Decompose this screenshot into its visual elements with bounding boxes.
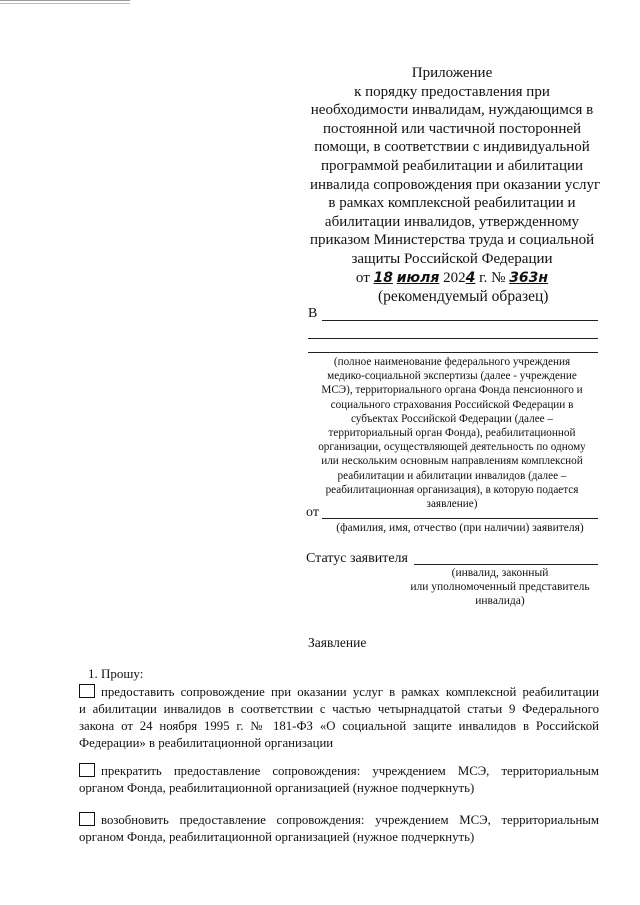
- to-prefix: В: [308, 306, 318, 321]
- hint-line: или нескольким основным направлениям комплексной: [321, 455, 583, 468]
- order-number-label: г. №: [479, 269, 506, 286]
- order-date-line: [310, 269, 594, 288]
- option-line: [79, 812, 599, 829]
- date-from-label: от: [355, 269, 370, 286]
- option-line: [79, 684, 599, 701]
- option-checkbox[interactable]: [79, 763, 95, 777]
- annex-line: защиты Российской Федерации: [351, 250, 553, 267]
- status-field-hint: [400, 566, 600, 609]
- option-resume: [79, 812, 599, 846]
- header-rule: [0, 0, 130, 1]
- date-year-prefix: 202: [443, 269, 466, 286]
- hint-line: или уполномоченный представитель: [410, 581, 590, 594]
- option-provide: [79, 684, 599, 752]
- annex-line: в рамках комплексной реабилитации и: [328, 195, 576, 212]
- to-field-hint: [304, 355, 600, 511]
- option-stop: [79, 763, 599, 797]
- hint-line: реабилитационная организация), в которую подается: [325, 483, 579, 496]
- option-checkbox[interactable]: [79, 684, 95, 698]
- from-prefix: от: [306, 505, 319, 520]
- option-text: возобновить предоставление сопровождения: учреждением МСЭ, территориальным: [101, 813, 599, 827]
- to-field-line-1[interactable]: [322, 320, 598, 321]
- option-line: органом Фонда, реабилитационной организацией (нужное подчеркнуть): [79, 781, 475, 795]
- hint-line: (инвалид, законный: [451, 567, 549, 579]
- date-month: июля: [396, 269, 440, 286]
- annex-line: к порядку предоставления при: [354, 83, 550, 100]
- hint-line: реабилитации и абилитации инвалидов (далее –: [337, 469, 567, 482]
- from-hint-text: (фамилия, имя, отчество (при наличии) заявителя): [336, 522, 584, 534]
- annex-line: абилитации инвалидов, утвержденному: [324, 213, 580, 230]
- option-text: предоставить сопровождение при оказании услуг в рамках комплексной реабилитации: [101, 685, 599, 699]
- option-line: [79, 763, 599, 780]
- hint-line: субъектах Российской Федерации (далее –: [350, 412, 554, 425]
- annex-line: приказом Министерства труда и социальной: [310, 232, 595, 249]
- option-text: прекратить предоставление сопровождения: учреждением МСЭ, территориальным: [101, 764, 599, 778]
- option-line: органом Фонда, реабилитационной организацией (нужное подчеркнуть): [79, 830, 475, 844]
- option-line: Федерации» в реабилитационной организации: [79, 736, 334, 750]
- annex-line: необходимости инвалидам, нуждающимся в: [310, 102, 594, 119]
- hint-line: социального страхования Российской Федерации в: [330, 398, 574, 411]
- from-field-hint: [322, 521, 598, 535]
- request-label: 1. Прошу:: [88, 666, 144, 681]
- annex-line: постоянной или частичной посторонней: [322, 120, 582, 137]
- hint-line: медико-социальной экспертизы (далее - учреждение: [327, 370, 577, 383]
- date-day: 18: [373, 269, 393, 286]
- hint-line: инвалида): [475, 595, 525, 608]
- hint-line: заявление): [426, 498, 478, 511]
- annex-line: Приложение: [411, 65, 493, 81]
- annex-header: [310, 64, 601, 287]
- status-label: Статус заявителя: [306, 551, 408, 566]
- hint-line: МСЭ), территориального органа Фонда пенсионного и: [321, 384, 583, 397]
- header-rule-secondary: [0, 3, 130, 4]
- annex-line: помощи, в соответствии с индивидуальной: [314, 139, 590, 156]
- hint-line: территориальный орган Фонда), реабилитационной: [328, 427, 576, 440]
- from-field-line[interactable]: [322, 518, 598, 519]
- date-year-digit: 4: [465, 269, 476, 286]
- option-checkbox[interactable]: [79, 812, 95, 826]
- to-field-line-3[interactable]: [308, 352, 598, 353]
- document-title: Заявление: [308, 635, 367, 650]
- annex-line: программой реабилитации и абилитации: [320, 157, 584, 174]
- hint-line: организации, осуществляющей деятельность по одному: [318, 441, 586, 454]
- hint-line: (полное наименование федерального учреждения: [333, 356, 571, 368]
- annex-line: инвалида сопровождения при оказании услуг: [310, 176, 601, 193]
- to-field-line-2[interactable]: [308, 338, 598, 339]
- status-field-line[interactable]: [414, 564, 598, 565]
- order-number: 363н: [509, 269, 549, 286]
- option-line: и абилитации инвалидов в соответствии с частью четырнадцатой статьи 9 Федерального: [79, 702, 599, 716]
- sample-note: (рекомендуемый образец): [378, 288, 549, 305]
- option-line: закона от 24 ноября 1995 г. № 181-ФЗ «О социальной защите инвалидов в Российской: [79, 719, 599, 733]
